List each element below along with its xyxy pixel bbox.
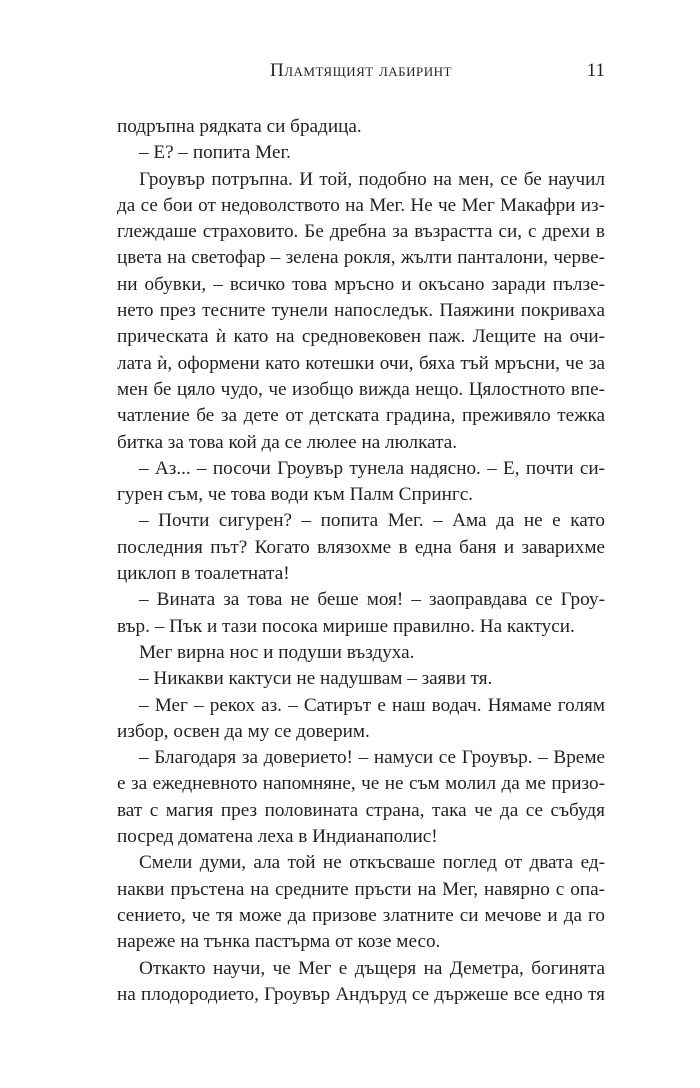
text-line: последния път? Когато влязохме в една баня и заварихме [117,536,605,558]
text-line: циклоп в тоалетната! [117,563,290,585]
text-line: – Аз... – посочи Гроувър тунела надясно. – Е, почти си- [139,457,605,479]
text-line: – Вината за това не беше моя! – заоправдава се Гроу- [139,589,605,611]
text-line: глеждаше страховито. Бе дребна за възрастта си, с дрехи в [117,221,605,243]
running-title: Пламтящият лабиринт [270,60,452,81]
text-line: накви пръстена на средните пръсти на Мег, навярно с опа- [117,878,605,900]
page-header [117,60,605,94]
text-line: Смели думи, ала той не откъсваше поглед от двата ед- [139,852,605,874]
text-line: – Почти сигурен? – попита Мег. – Ама да не е като [139,510,605,532]
text-line: Гроувър потръпна. И той, подобно на мен, се бе научил [139,168,605,190]
text-line: нето през тесните тунели напоследък. Паяжини покриваха [117,300,605,322]
text-line: – Никакви кактуси не надушвам – заяви тя. [139,668,493,690]
text-line: – Благодаря за доверието! – намуси се Гроувър. – Време [139,747,605,769]
text-line: – Е? – попита Мег. [139,142,291,164]
text-line: да се бои от недоволството на Мег. Не че Мег Макафри из- [117,194,605,216]
text-line: чатление бе за дете от детската градина, преживяло тежка [117,405,605,427]
text-line: подръпна рядката си брадица. [117,116,362,137]
text-line: мен бе цяло чудо, че изобщо вижда нещо. Цялостното впе- [117,378,605,400]
text-line: гурен съм, че това води към Палм Спрингс. [117,484,474,506]
text-line: е за ежедневното напомняне, че не съм молил да ме призо- [117,773,605,795]
text-line: избор, освен да му се доверим. [117,720,370,742]
text-line: Мег вирна нос и подуши въздуха. [139,641,415,663]
text-line: – Мег – рекох аз. – Сатирът е наш водач. Нямаме голям [139,694,605,716]
text-line: ват с магия през половината страна, така че да се събудя [117,799,605,821]
page-number: 11 [586,60,605,81]
text-line: лата ѝ, оформени като котешки очи, бяха тъй мръсни, че за [117,352,605,374]
text-line: на плодородието, Гроувър Андъруд се държеше все едно тя [117,983,605,1005]
text-line: нареже на тънка пастърма от козе месо. [117,931,441,953]
text-line: прическата ѝ като на средновековен паж. Лещите на очи- [117,326,605,348]
text-line: вър. – Пък и тази посока мирише правилно. На кактуси. [117,615,575,637]
text-line: Откакто научи, че Мег е дъщеря на Деметра, богинята [139,957,605,979]
text-line: битка за това кой да се люлее на люлката. [117,431,458,453]
body-text [117,114,605,1008]
text-line: сението, че тя може да призове златните си мечове и да го [117,904,605,926]
text-line: цвета на светофар – зелена рокля, жълти панталони, черве- [117,247,605,269]
text-line: ни обувки, – всичко това мръсно и окъсано заради пълзе- [117,273,605,295]
text-line: посред доматена леха в Индианаполис! [117,826,438,848]
